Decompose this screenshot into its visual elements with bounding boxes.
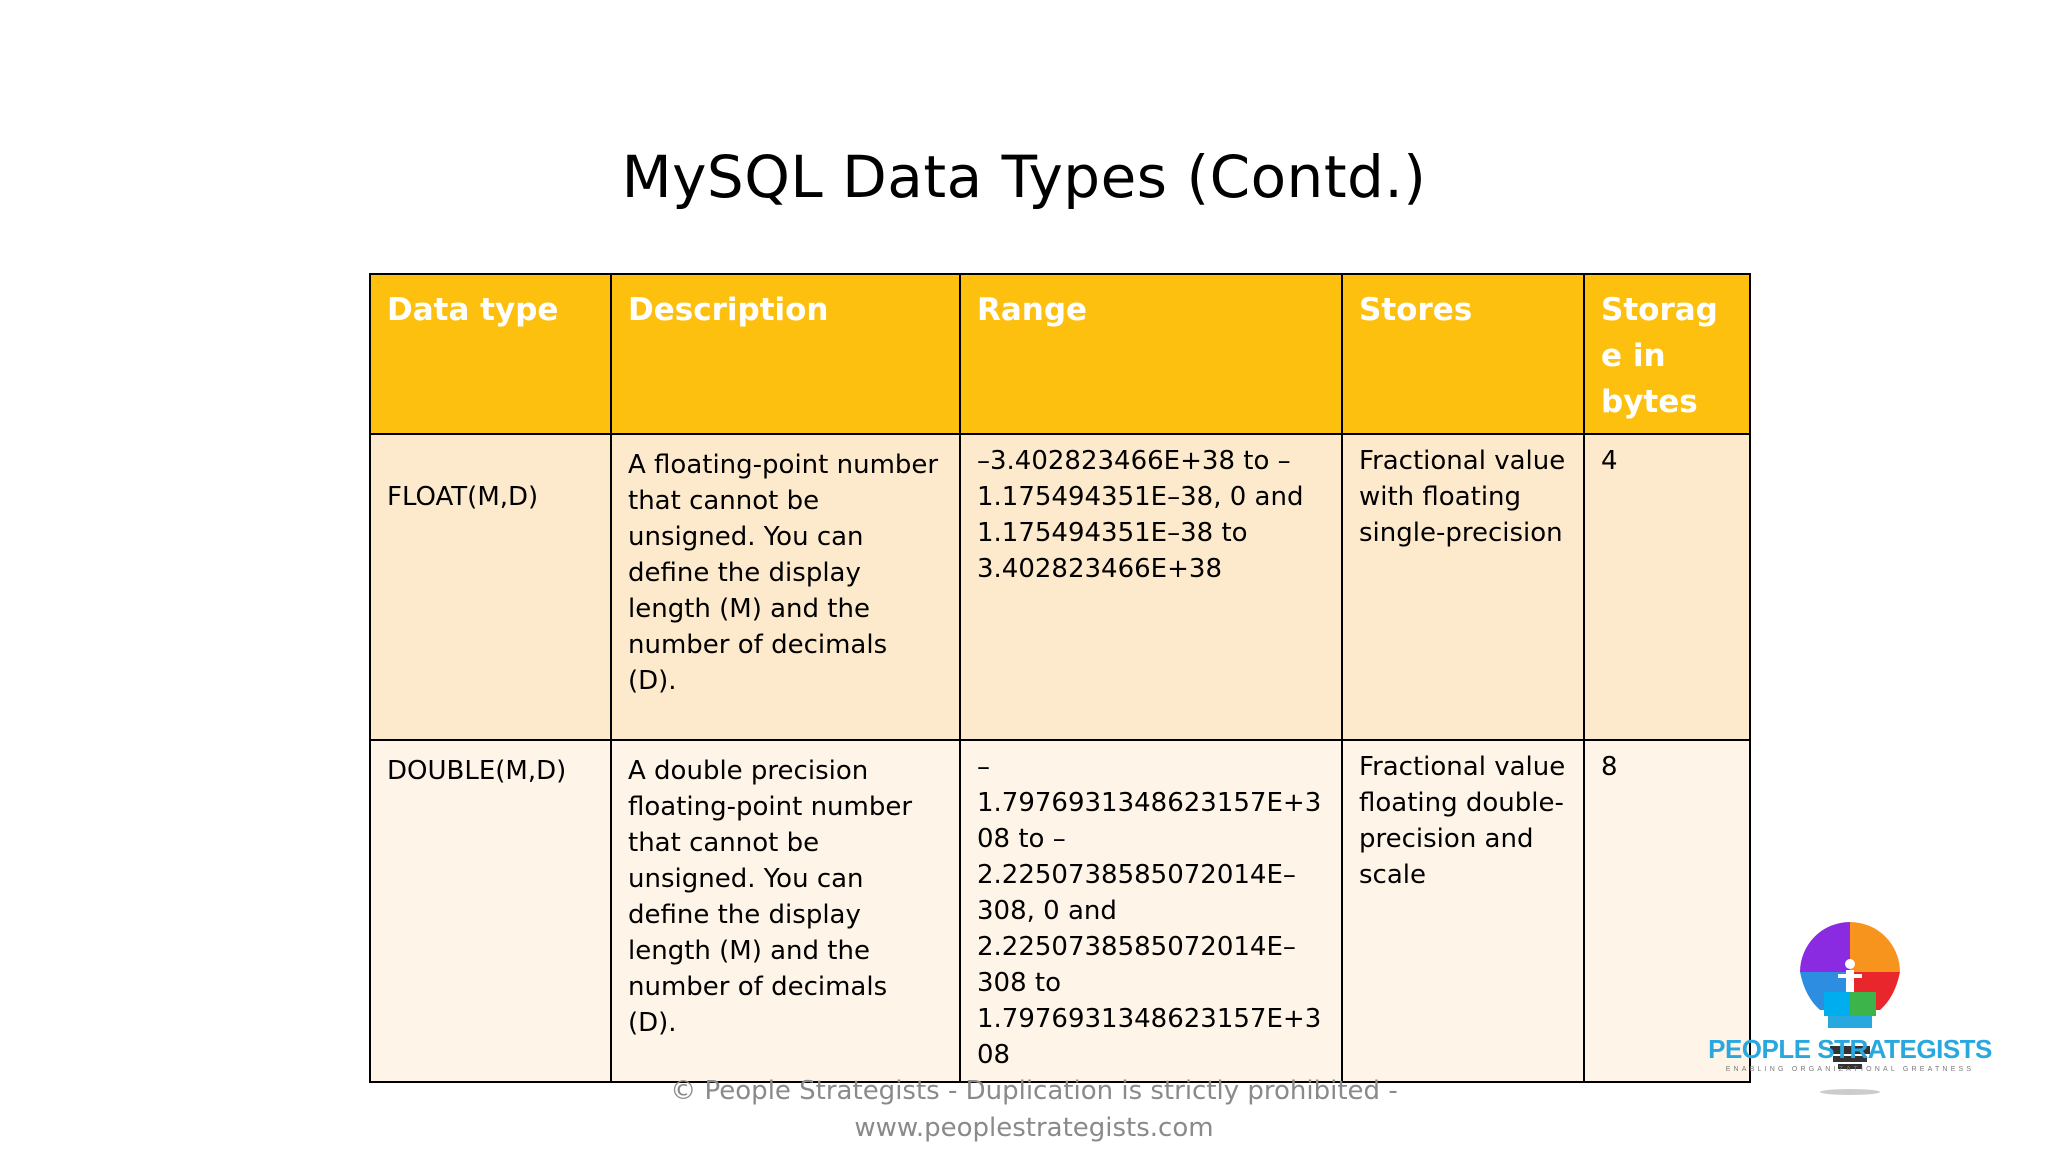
logo-tagline: ENABLING ORGANIZATIONAL GREATNESS <box>1725 1066 1975 1073</box>
people-strategists-logo <box>1690 920 2010 1100</box>
cell-storage: 8 <box>1584 740 1750 1082</box>
header-range: Range <box>960 274 1342 434</box>
table-header-row <box>370 274 1750 434</box>
table-row <box>370 434 1750 740</box>
header-data-type: Data type <box>370 274 611 434</box>
logo-wordmark: PEOPLE STRATEGISTS <box>1708 1034 1992 1064</box>
header-storage-in-bytes: Storage in bytes <box>1584 274 1750 434</box>
slide-title: MySQL Data Types (Contd.) <box>621 143 1427 211</box>
footer-line-1: © People Strategists - Duplication is strictly prohibited - <box>670 1076 1398 1106</box>
cell-range: –3.402823466E+38 to –1.175494351E–38, 0 and 1.175494351E–38 to 3.402823466E+38 <box>960 434 1342 740</box>
header-stores: Stores <box>1342 274 1584 434</box>
lightbulb-puzzle-icon <box>1690 920 2010 1100</box>
cell-stores: Fractional value with floating single-precision <box>1342 434 1584 740</box>
footer-line-2: www.peoplestrategists.com <box>854 1113 1214 1143</box>
cell-storage: 4 <box>1584 434 1750 740</box>
header-description: Description <box>611 274 960 434</box>
cell-description: A double precision floating-point number that cannot be unsigned. You can define the display length (M) and the number of decimals (D). <box>611 740 960 1082</box>
cell-range: –1.7976931348623157E+308 to –2.2250738585072014E–308, 0 and 2.2250738585072014E–308 to 1.7976931348623157E+308 <box>960 740 1342 1082</box>
cell-stores: Fractional value floating double-precision and scale <box>1342 740 1584 1082</box>
table-row <box>370 740 1750 1082</box>
cell-data-type: DOUBLE(M,D) <box>370 740 611 1082</box>
cell-data-type: FLOAT(M,D) <box>370 434 611 740</box>
cell-description: A floating-point number that cannot be unsigned. You can define the display length (M) and the number of decimals (D). <box>611 434 960 740</box>
data-types-table <box>369 273 1751 1083</box>
